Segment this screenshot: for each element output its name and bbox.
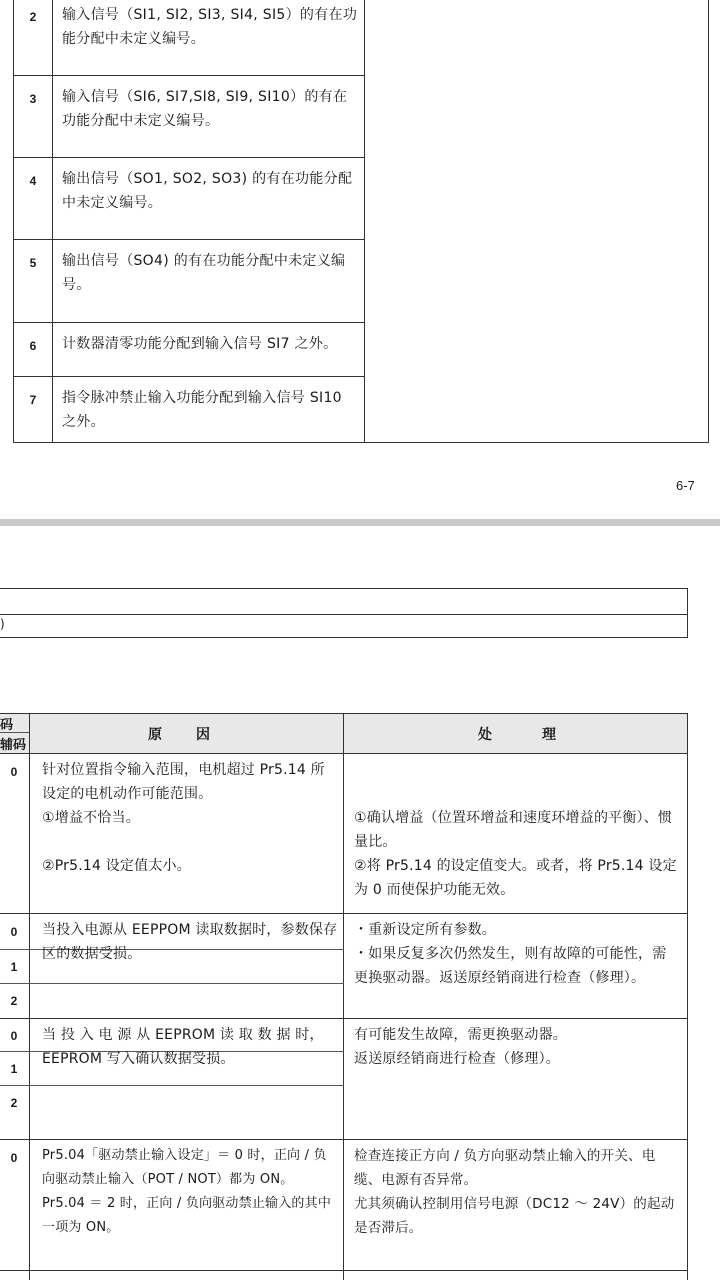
table-border-right [687,713,688,1280]
row-divider [13,322,365,323]
row-number: 6 [29,339,37,353]
header-action: 处 理 [478,727,558,743]
row-text: 指令脉冲禁止输入功能分配到输入信号 SI10 之外。 [62,390,342,430]
action-line: ①确认增益（位置环增益和速度环增益的平衡）、惯量比。 [354,810,673,850]
header-subcode: 辅码 [0,738,27,753]
table-border-bottom [13,442,709,443]
row-text: 输出信号（SO4) 的有在功能分配中未定义编号。 [62,253,346,293]
cause-cell [42,758,338,878]
sub-code: 0 [10,765,18,779]
sub-code: 2 [10,994,18,1008]
cause-line: Pr5.04「驱动禁止输入设定」＝ 0 时，正向 / 负向驱动禁止输入（POT / NOT）都为 ON。 [42,1148,327,1187]
group-divider [0,1270,688,1271]
sub-code: 0 [10,1151,18,1165]
partial-glyph: ) [0,617,5,631]
sub-code: 0 [10,925,18,939]
col-divider-cause [343,713,344,1280]
partial-header-box [0,588,688,638]
cause-line: ①增益不恰当。 [42,810,140,826]
action-cell [354,918,680,990]
action-line: ・如果反复多次仍然发生，则有故障的可能性，需更换驱动器。返送原经销商进行检查（修理）。 [354,946,667,986]
page-number: 6-7 [676,478,695,493]
subcode-divider [0,1085,344,1086]
action-line: ②将 Pr5.14 的设定值变大。或者，将 Pr5.14 设定为 0 而使保护功能无效。 [354,858,677,898]
row-number: 5 [29,256,37,270]
box-border-bottom [0,637,688,638]
row-text: 输入信号（SI6, SI7,SI8, SI9, SI10）的有在功能分配中未定义编号。 [62,89,348,129]
action-cell [354,1023,680,1071]
signal-error-table [0,0,709,443]
row-number: 7 [29,393,37,407]
col-divider-code [29,713,30,1280]
box-border-right [687,588,688,638]
table-header-bg [0,713,688,753]
action-line: 尤其须确认控制用信号电源（DC12 ～ 24V）的起动是否滞后。 [354,1196,675,1236]
sub-code: 1 [10,960,18,974]
alarm-cause-table [0,713,688,1280]
row-number: 2 [29,10,37,24]
action-line: 检查连接正方向 / 负方向驱动禁止输入的开关、电缆、电源有否异常。 [354,1148,656,1188]
cause-cell [42,1144,338,1240]
group-divider [0,913,688,914]
cause-cell: 当投入电源从 EEPPOM 读取数据时，参数保存区的数据受损。 [42,922,338,962]
group-divider [0,1139,688,1140]
spacer [42,830,338,854]
row-text: 输出信号（SO1, SO2, SO3) 的有在功能分配中未定义编号。 [62,171,353,211]
action-line: ・重新设定所有参数。 [354,922,496,938]
sub-code: 0 [10,1029,18,1043]
table-border-right [708,0,709,443]
header-bottom [0,753,688,754]
action-cell [354,806,680,902]
cause-line: ②Pr5.14 设定值太小。 [42,858,191,874]
row-divider [13,75,365,76]
row-divider [13,157,365,158]
row-divider [13,239,365,240]
box-divider [0,614,688,615]
sub-code: 2 [10,1096,18,1110]
cause-cell: 当 投 入 电 源 从 EEPROM 读 取 数 据 时，EEPROM 写入确认数据受损。 [42,1027,324,1067]
row-divider [13,376,365,377]
row-text: 计数器清零功能分配到输入信号 SI7 之外。 [62,336,338,352]
box-border-top [0,588,688,589]
row-number: 4 [29,174,37,188]
action-line: 有可能发生故障，需更换驱动器。 [354,1027,567,1043]
sub-code: 1 [10,1062,18,1076]
table-border-top [0,713,688,714]
header-cause: 原 因 [148,727,212,743]
cause-line: Pr5.04 ＝ 2 时，正向 / 负向驱动禁止输入的其中一项为 ON。 [42,1196,332,1235]
subcode-divider [0,983,344,984]
action-cell [354,1144,680,1240]
action-line: 返送原经销商进行检查（修理）。 [354,1051,560,1067]
header-code: 码 [0,718,14,733]
cause-line: 针对位置指令输入范围，电机超过 Pr5.14 所设定的电机动作可能范围。 [42,762,325,802]
row-text: 输入信号（SI1, SI2, SI3, SI4, SI5）的有在功能分配中未定义编号。 [62,7,358,47]
group-divider [0,1018,688,1019]
row-number: 3 [29,92,37,106]
page-divider [0,519,720,526]
